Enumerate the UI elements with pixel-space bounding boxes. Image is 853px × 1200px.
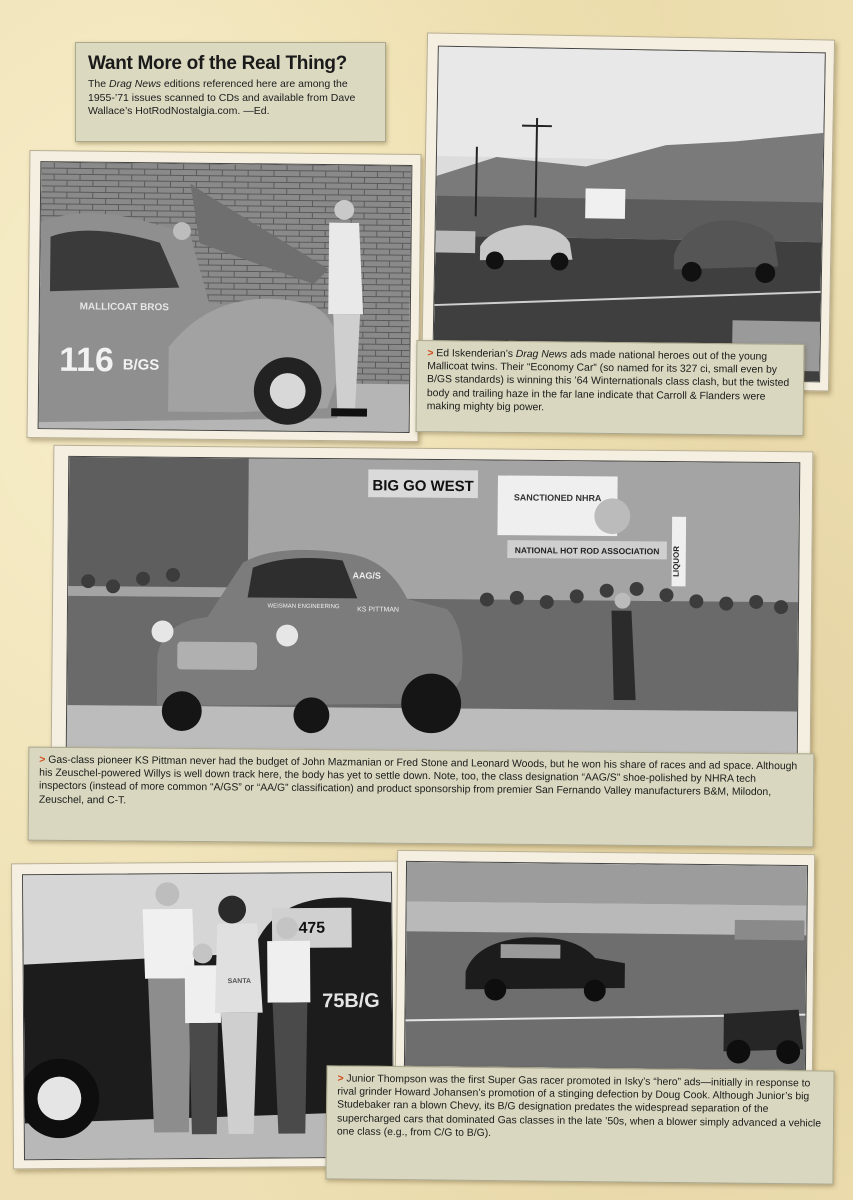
sash-text: SANTA <box>227 977 252 986</box>
caption-mallicoat: > Ed Iskenderian’s Drag News ads made national heroes out of the young Mallicoat twins. Their “Economy Car” (so named for its 327 ci, small even by B/GS standards) is winning this ’64 Winternationals class clash, but the twisted body and trailing haze in the far lane indicate that Carroll & Flanders were making mighty big power. <box>416 340 805 436</box>
caption-arrow: > <box>39 754 46 766</box>
photo-mallicoat <box>38 161 413 433</box>
car-class-bg: 75B/G <box>322 989 380 1013</box>
caption-pittman: > Gas-class pioneer KS Pittman never had the budget of John Mazmanian or Fred Stone and Leonard Woods, but he won his share of races and ad space. Although his Zeuschel-powered Willys is well down track here, the body has yet to settle down. Note, too, the class designation “AAG/S” shoe-polished by NHRA tech inspectors (instead of more common “A/GS” or “AA/G” classification) and product sponsorship from premier San Fernando Valley manufacturers B&M, Milodon, Zeuschel, and C-T. <box>28 747 815 848</box>
car-class-aags: AAG/S <box>352 570 381 581</box>
photo-winternationals <box>432 46 826 383</box>
sidebar-italic: Drag News <box>109 78 161 90</box>
car-sponsor: WEISMAN ENGINEERING <box>267 603 340 611</box>
sign-nhra-banner: NATIONAL HOT ROD ASSOCIATION <box>514 545 660 557</box>
photo-card-pittman <box>51 445 814 772</box>
sign-sanctioned: SANCTIONED NHRA <box>513 492 602 504</box>
car-driver-name: KS PITTMAN <box>357 606 400 614</box>
caption-arrow: > <box>427 348 434 360</box>
sign-liquor: LIQUOR <box>671 545 681 577</box>
caption-italic: Drag News <box>515 349 568 361</box>
car-lettering: MALLICOAT BROS <box>79 301 169 314</box>
photo-card-winternationals <box>421 32 835 391</box>
sidebar-text: The Drag News editions referenced here are among the 1955-’71 issues scanned to CDs and available from Dave Wallace’s HotRodNostalgia.com. —Ed. <box>88 78 356 117</box>
photo-pittman <box>66 456 801 762</box>
caption-thompson: > Junior Thompson was the first Super Gas racer promoted in Isky’s “hero” ads—initially in response to rival grinder Howard Johansen’s promotion of a stinging defection by Doug Cook. Although Junior’s big Studebaker ran a blown Chevy, its B/G designation predates the widespread separation of the supercharged cars that dominated Gas classes in the late ’50s, when a blower simply advanced a vehicle one class (e.g., from C/G to B/G). <box>325 1065 834 1184</box>
sign-big-go-west: BIG GO WEST <box>372 477 474 496</box>
sidebar-title: Want More of the Real Thing? <box>88 53 347 74</box>
window-number: 475 <box>298 919 326 937</box>
photo-thompson-race <box>404 861 808 1071</box>
car-number-116: 116 <box>59 340 114 380</box>
photo-card-mallicoat <box>27 150 422 442</box>
photo-card-thompson-race <box>395 850 815 1080</box>
caption-arrow: > <box>337 1073 344 1085</box>
sidebar-box <box>75 42 386 142</box>
car-class-bgs: B/GS <box>122 357 160 374</box>
